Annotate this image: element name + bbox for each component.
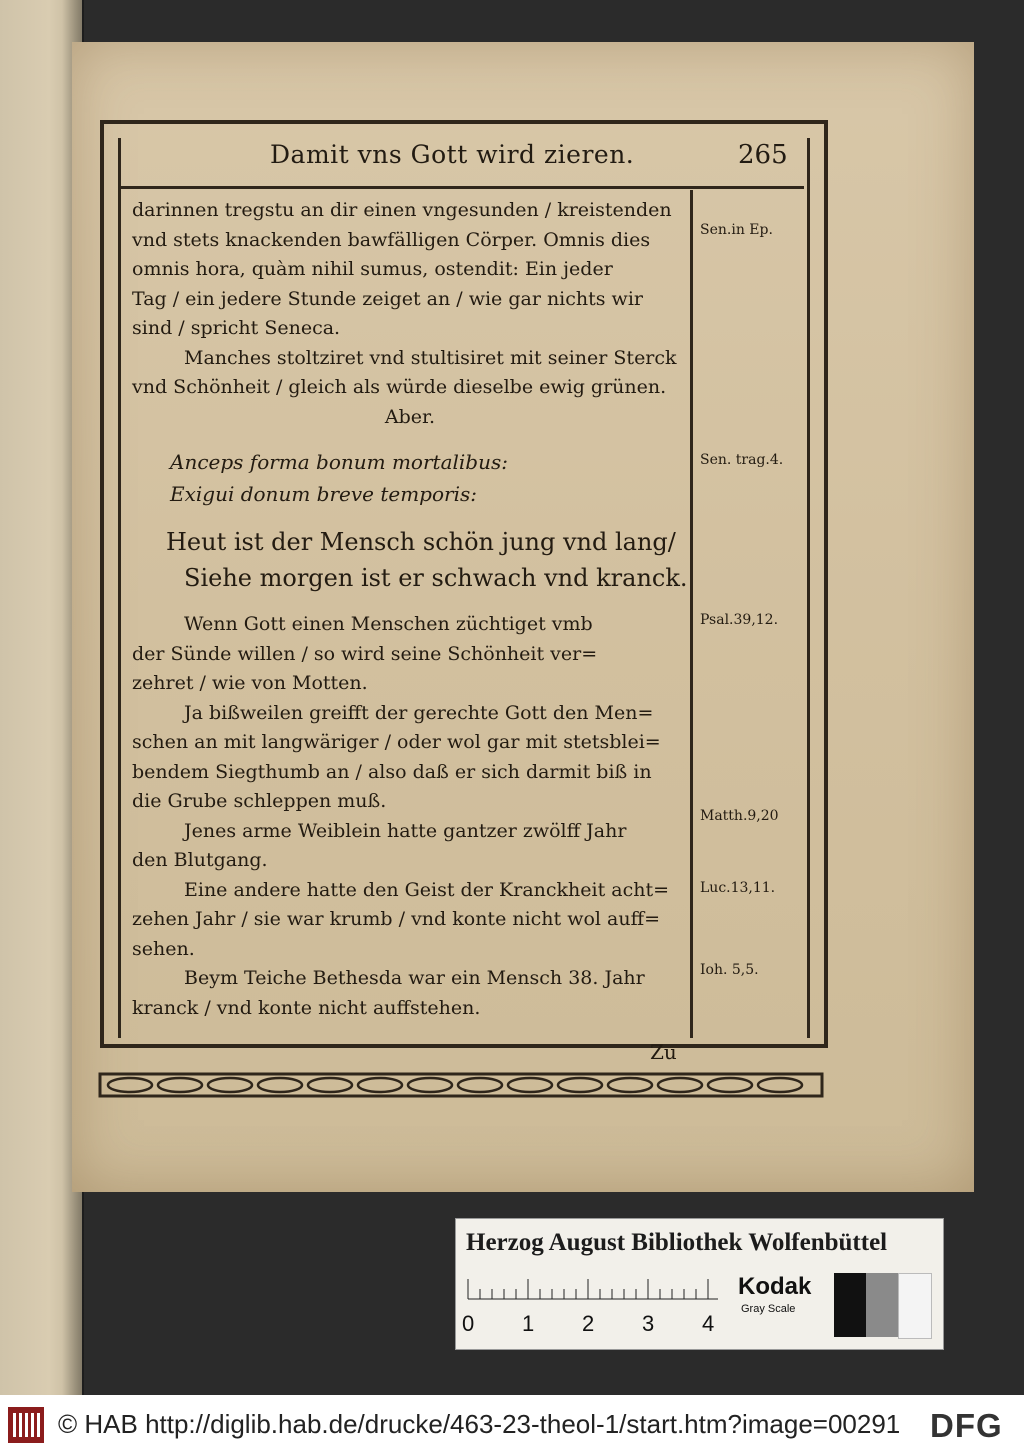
gray-swatch — [866, 1273, 898, 1337]
verse-line: Siehe morgen ist er schwach vnd kranck. — [184, 564, 688, 592]
header-rule — [118, 186, 804, 189]
body-line: der Sünde willen / so wird seine Schönheit ver= — [132, 642, 598, 665]
latin-verse-line: Exigui donum breve temporis: — [170, 482, 477, 506]
body-line: Aber. — [384, 405, 436, 428]
ruler-label: 0 — [462, 1311, 475, 1336]
ornamental-border — [100, 1072, 822, 1098]
body-line: die Grube schleppen muß. — [132, 790, 387, 812]
body-line: sehen. — [132, 937, 195, 960]
marginal-note: Sen.in Ep. — [700, 222, 773, 238]
margin-rule — [690, 190, 693, 1038]
ruler-label: 4 — [702, 1311, 715, 1336]
body-line: Eine andere hatte den Geist der Kranckheit acht= — [184, 878, 670, 901]
body-line: darinnen tregstu an dir einen vngesunden / kreistenden — [132, 199, 672, 221]
page-number: 265 — [738, 140, 788, 170]
kodak-logo: Kodak — [738, 1273, 812, 1300]
source-url[interactable]: © HAB http://diglib.hab.de/drucke/463-23-theol-1/start.htm?image=00291 — [58, 1409, 901, 1439]
body-line: Wenn Gott einen Menschen züchtiget vmb — [184, 613, 593, 635]
body-line: den Blutgang. — [132, 849, 268, 871]
ruler-label: 3 — [642, 1311, 655, 1336]
black-swatch — [834, 1273, 866, 1337]
library-name: Herzog August Bibliothek Wolfenbüttel — [466, 1229, 888, 1256]
marginal-note: Ioh. 5,5. — [700, 962, 759, 978]
body-line: Manches stoltziret vnd stultisiret mit seiner Sterck — [184, 346, 677, 369]
color-target-card — [455, 1218, 944, 1350]
latin-verse-line: Anceps forma bonum mortalibus: — [170, 450, 508, 474]
body-line: Ja bißweilen greifft der gerechte Gott den Men= — [184, 701, 654, 724]
running-head: Damit vns Gott wird zieren. — [270, 140, 635, 169]
body-line: kranck / vnd konte nicht auffstehen. — [132, 996, 481, 1019]
ruler-label: 1 — [522, 1311, 535, 1336]
marginal-note: Sen. trag.4. — [700, 452, 784, 468]
body-line: zehen Jahr / sie war krumb / vnd konte nicht wol auff= — [132, 908, 661, 930]
body-line: Jenes arme Weiblein hatte gantzer zwölff Jahr — [184, 819, 627, 842]
body-line: Beym Teiche Bethesda war ein Mensch 38. Jahr — [184, 967, 645, 989]
body-text — [132, 196, 688, 1026]
body-line: bendem Siegthumb an / also daß er sich darmit biß in — [132, 760, 652, 783]
hab-logo-icon — [8, 1407, 44, 1443]
marginal-note: Matth.9,20 — [700, 808, 779, 824]
marginal-note: Psal.39,12. — [700, 612, 779, 628]
dfg-logo: DFG — [930, 1407, 1003, 1444]
body-line: Tag / ein jedere Stunde zeiget an / wie gar nichts wir — [132, 287, 643, 310]
body-line: zehret / wie von Motten. — [132, 672, 368, 694]
body-line: schen an mit langwäriger / oder wol gar mit stetsblei= — [132, 731, 661, 753]
body-line: vnd Schönheit / gleich als würde dieselbe ewig grünen. — [132, 376, 667, 398]
footer-bar — [0, 1395, 1024, 1455]
marginal-note: Luc.13,11. — [700, 880, 776, 896]
body-line: sind / spricht Seneca. — [132, 317, 341, 339]
body-line: vnd stets knackenden bawfälligen Cörper. Omnis dies — [132, 228, 651, 251]
body-line: omnis hora, quàm nihil sumus, ostendit: Ein jeder — [132, 258, 613, 280]
ruler-label: 2 — [582, 1311, 595, 1336]
verse-line: Heut ist der Mensch schön jung vnd lang/ — [166, 528, 676, 556]
scale-ruler — [462, 1271, 726, 1341]
white-swatch — [898, 1273, 932, 1339]
gray-scale-label: Gray Scale — [741, 1303, 796, 1315]
catchword: Zu — [650, 1040, 677, 1064]
